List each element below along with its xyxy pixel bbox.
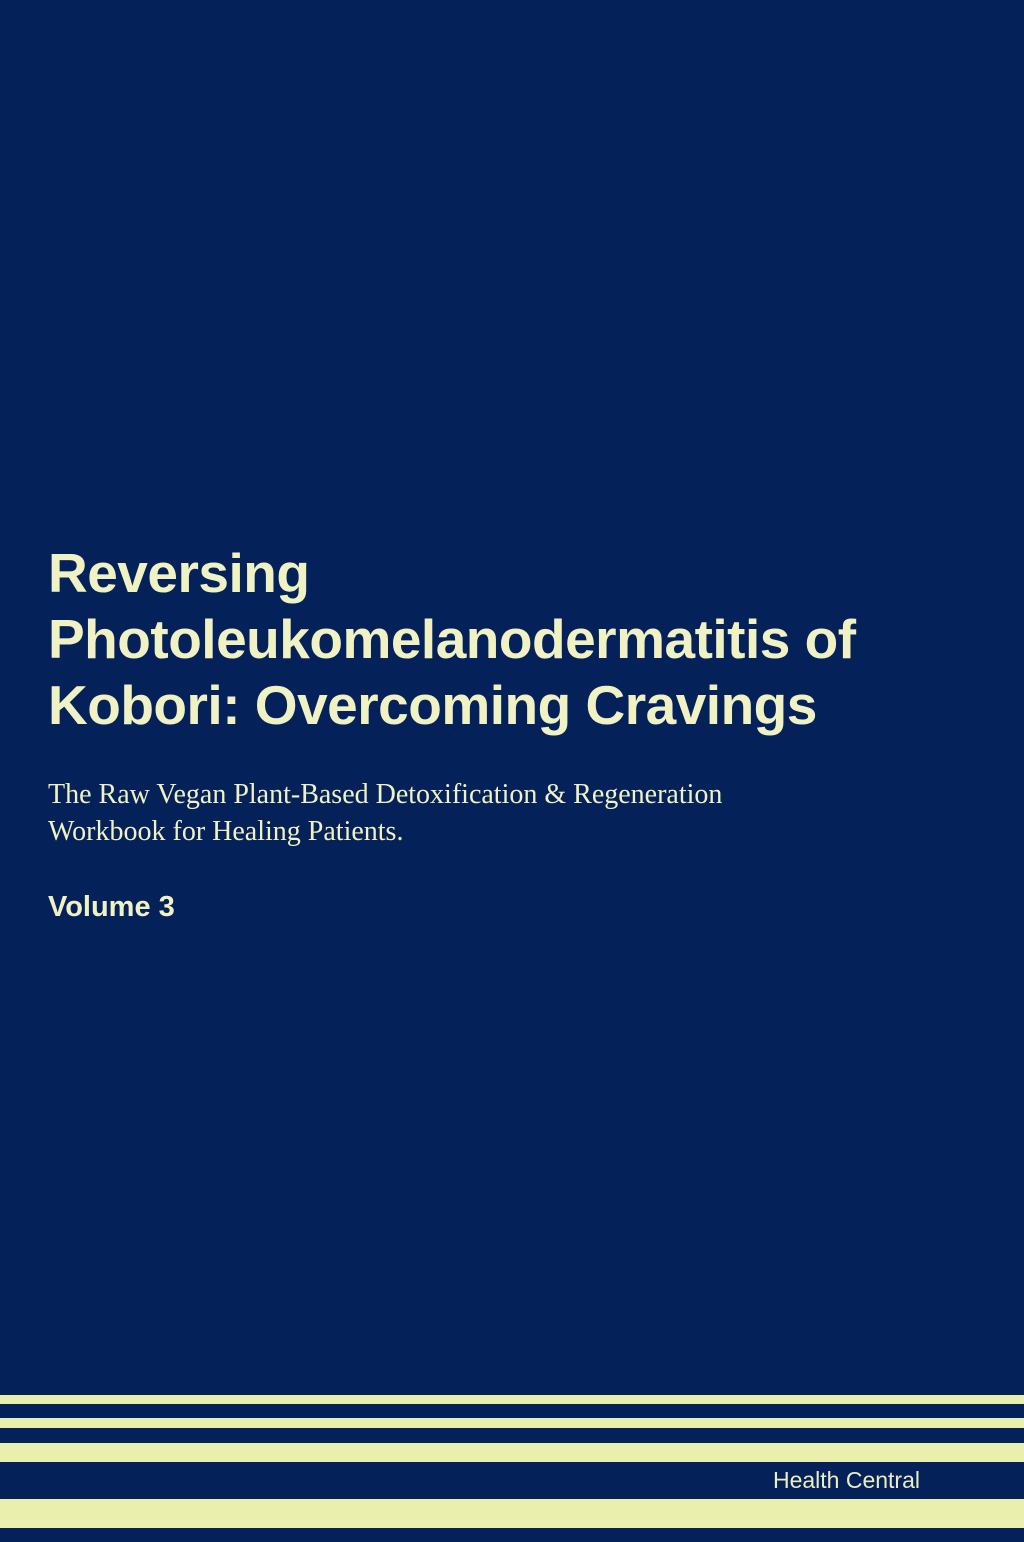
- volume-label: Volume 3: [48, 891, 175, 923]
- book-subtitle-line-2: Workbook for Healing Patients.: [48, 816, 404, 847]
- cover-text-block: [48, 540, 994, 922]
- publisher-band: [0, 1462, 1024, 1499]
- book-title-line-3: Kobori: Overcoming Cravings: [48, 674, 817, 736]
- bottom-stripe-wide: [0, 1499, 1024, 1528]
- bottom-stripe-thin-2: [0, 1418, 1024, 1428]
- book-title: [48, 540, 994, 738]
- book-title-line-2: Photoleukomelanodermatitis of: [48, 608, 856, 670]
- publisher-name: Health Central: [772, 1467, 920, 1493]
- bottom-stripe-medium: [0, 1443, 1024, 1462]
- bottom-stripe-thin-1: [0, 1395, 1024, 1404]
- book-title-line-1: Reversing: [48, 542, 310, 604]
- book-subtitle-line-1: The Raw Vegan Plant-Based Detoxification & Regeneration: [48, 779, 723, 810]
- book-subtitle: [48, 776, 994, 850]
